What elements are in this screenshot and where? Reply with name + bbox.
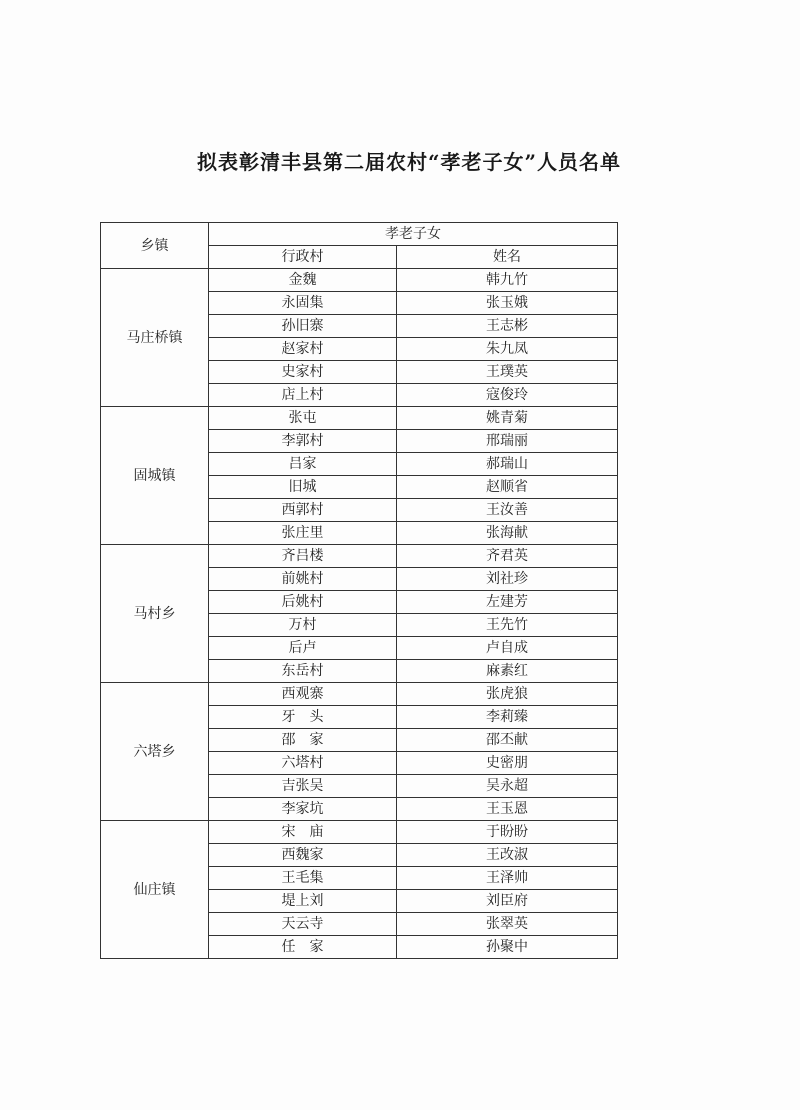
village-cell: 万村 <box>209 614 397 637</box>
table-body <box>101 269 618 959</box>
table-header-row <box>101 223 618 246</box>
township-cell: 马村乡 <box>101 545 209 683</box>
village-cell: 王毛集 <box>209 867 397 890</box>
table-row <box>101 407 618 430</box>
village-cell: 宋 庙 <box>209 821 397 844</box>
name-cell: 张虎狼 <box>397 683 618 706</box>
name-cell: 朱九凤 <box>397 338 618 361</box>
name-cell: 王先竹 <box>397 614 618 637</box>
village-cell: 李郭村 <box>209 430 397 453</box>
village-cell: 店上村 <box>209 384 397 407</box>
name-cell: 郝瑞山 <box>397 453 618 476</box>
village-cell: 西魏家 <box>209 844 397 867</box>
township-cell: 马庄桥镇 <box>101 269 209 407</box>
name-cell: 于盼盼 <box>397 821 618 844</box>
village-cell: 牙 头 <box>209 706 397 729</box>
name-cell: 张玉娥 <box>397 292 618 315</box>
village-cell: 西观寨 <box>209 683 397 706</box>
name-cell: 齐君英 <box>397 545 618 568</box>
village-cell: 六塔村 <box>209 752 397 775</box>
township-cell: 六塔乡 <box>101 683 209 821</box>
village-cell: 西郭村 <box>209 499 397 522</box>
name-cell: 史密朋 <box>397 752 618 775</box>
name-cell: 张海献 <box>397 522 618 545</box>
name-cell: 邵丕献 <box>397 729 618 752</box>
village-cell: 张庄里 <box>209 522 397 545</box>
village-cell: 吉张吴 <box>209 775 397 798</box>
header-township: 乡镇 <box>101 223 209 269</box>
name-cell: 邢瑞丽 <box>397 430 618 453</box>
document-title: 拟表彰清丰县第二届农村“孝老子女”人员名单 <box>196 150 621 174</box>
village-cell: 堤上刘 <box>209 890 397 913</box>
header-village: 行政村 <box>209 246 397 269</box>
village-cell: 前姚村 <box>209 568 397 591</box>
township-cell: 仙庄镇 <box>101 821 209 959</box>
name-cell: 寇俊玲 <box>397 384 618 407</box>
header-name: 姓名 <box>397 246 618 269</box>
village-cell: 永固集 <box>209 292 397 315</box>
table-row <box>101 269 618 292</box>
header-group: 孝老子女 <box>209 223 618 246</box>
village-cell: 邵 家 <box>209 729 397 752</box>
name-cell: 吴永超 <box>397 775 618 798</box>
village-cell: 李家坑 <box>209 798 397 821</box>
village-cell: 天云寺 <box>209 913 397 936</box>
name-cell: 王玉恩 <box>397 798 618 821</box>
name-cell: 刘社珍 <box>397 568 618 591</box>
village-cell: 后卢 <box>209 637 397 660</box>
village-cell: 东岳村 <box>209 660 397 683</box>
name-cell: 韩九竹 <box>397 269 618 292</box>
village-cell: 齐吕楼 <box>209 545 397 568</box>
village-cell: 旧城 <box>209 476 397 499</box>
village-cell: 任 家 <box>209 936 397 959</box>
township-cell: 固城镇 <box>101 407 209 545</box>
honoree-table <box>100 222 618 959</box>
village-cell: 张屯 <box>209 407 397 430</box>
name-cell: 孙聚中 <box>397 936 618 959</box>
village-cell: 吕家 <box>209 453 397 476</box>
table-row <box>101 683 618 706</box>
name-cell: 刘臣府 <box>397 890 618 913</box>
name-cell: 王志彬 <box>397 315 618 338</box>
name-cell: 姚青菊 <box>397 407 618 430</box>
name-cell: 麻素红 <box>397 660 618 683</box>
village-cell: 赵家村 <box>209 338 397 361</box>
table-row <box>101 545 618 568</box>
village-cell: 后姚村 <box>209 591 397 614</box>
village-cell: 孙旧寨 <box>209 315 397 338</box>
name-cell: 王改淑 <box>397 844 618 867</box>
village-cell: 史家村 <box>209 361 397 384</box>
name-cell: 左建芳 <box>397 591 618 614</box>
name-cell: 王汝善 <box>397 499 618 522</box>
name-cell: 卢自成 <box>397 637 618 660</box>
name-cell: 王璞英 <box>397 361 618 384</box>
name-cell: 李莉臻 <box>397 706 618 729</box>
name-cell: 赵顺省 <box>397 476 618 499</box>
name-cell: 王泽帅 <box>397 867 618 890</box>
name-cell: 张翠英 <box>397 913 618 936</box>
village-cell: 金魏 <box>209 269 397 292</box>
table-row <box>101 821 618 844</box>
